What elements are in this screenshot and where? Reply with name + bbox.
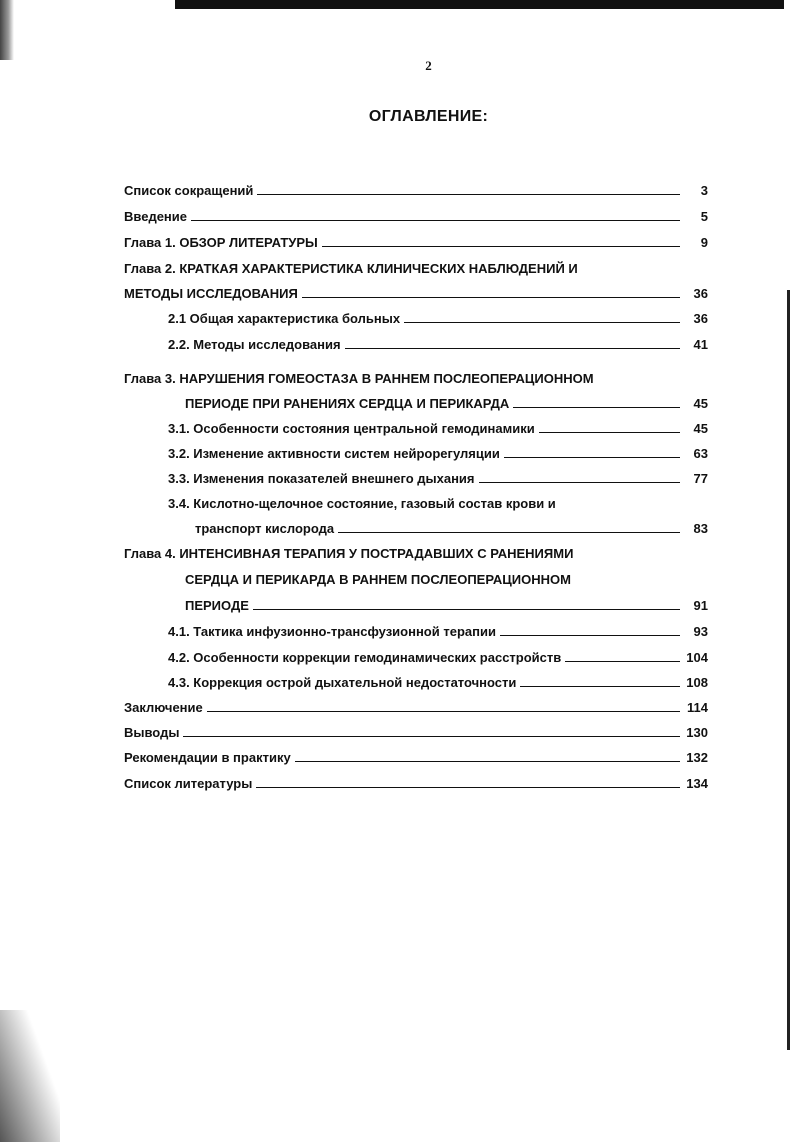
page-title: ОГЛАВЛЕНИЕ: — [368, 108, 489, 125]
toc-page-number: 77 — [693, 471, 708, 486]
toc-entry-section-3-4-line1: 3.4. Кислотно-щелочное состояние, газовый состав крови и — [168, 496, 556, 511]
toc-entry-references — [124, 769, 708, 791]
toc-entry-chapter-1 — [124, 228, 708, 250]
toc-entry-label: 2.2. Методы исследования — [168, 337, 341, 352]
toc-page-number: 45 — [693, 396, 708, 411]
toc-entry-section-4-1 — [168, 617, 708, 639]
toc-entry-label: Глава 1. ОБЗОР ЛИТЕРАТУРЫ — [124, 235, 318, 250]
toc-entry-label: Рекомендации в практику — [124, 750, 291, 765]
toc-entry-label: Заключение — [124, 700, 203, 715]
toc-entry-section-3-3 — [168, 464, 708, 486]
toc-page-number: 63 — [693, 446, 708, 461]
toc-entry-label: МЕТОДЫ ИССЛЕДОВАНИЯ — [124, 286, 298, 301]
toc-page-number: 108 — [686, 675, 708, 690]
toc-page-number: 134 — [686, 776, 708, 791]
dotted-leader — [302, 297, 680, 298]
toc-entry-label: ПЕРИОДЕ ПРИ РАНЕНИЯХ СЕРДЦА И ПЕРИКАРДА — [185, 396, 510, 411]
dotted-leader — [500, 635, 680, 636]
dotted-leader — [338, 532, 680, 533]
dotted-leader — [513, 407, 680, 408]
toc-page-number: 36 — [693, 311, 708, 326]
toc-page-number: 104 — [686, 650, 708, 665]
toc-entry-label: Введение — [124, 209, 187, 224]
toc-entry-label: 3.2. Изменение активности систем нейрорегуляции — [168, 446, 500, 461]
scan-edge-left-bottom — [0, 1010, 60, 1142]
dotted-leader — [207, 711, 680, 712]
toc-entry-label: 3.1. Особенности состояния центральной гемодинамики — [168, 421, 535, 436]
toc-page-number: 9 — [700, 235, 708, 250]
dotted-leader — [256, 787, 680, 788]
scan-edge-right-line — [787, 290, 790, 1050]
toc-entry-section-3-1 — [168, 414, 708, 436]
toc-entry-section-2-2 — [168, 330, 708, 352]
toc-entry-label: 4.1. Тактика инфузионно-трансфузионной терапии — [168, 624, 496, 639]
toc-entry-chapter-2-line1: Глава 2. КРАТКАЯ ХАРАКТЕРИСТИКА КЛИНИЧЕСКИХ НАБЛЮДЕНИЙ И — [124, 261, 578, 276]
toc-page-number: 5 — [700, 209, 708, 224]
toc-entry-label: 4.3. Коррекция острой дыхательной недостаточности — [168, 675, 517, 690]
dotted-leader — [295, 761, 680, 762]
toc-entry-section-3-2 — [168, 439, 708, 461]
dotted-leader — [191, 220, 680, 221]
toc-entry-conclusion — [124, 693, 708, 715]
dotted-leader — [520, 686, 680, 687]
toc-entry-findings — [124, 718, 708, 740]
dotted-leader — [539, 432, 680, 433]
toc-page-number: 130 — [686, 725, 708, 740]
toc-entry-label: 3.3. Изменения показателей внешнего дыхания — [168, 471, 475, 486]
toc-entry-chapter-2 — [124, 279, 708, 301]
scan-edge-left-top — [0, 0, 14, 60]
dotted-leader — [322, 246, 680, 247]
toc-page-number: 93 — [693, 624, 708, 639]
toc-entry-label: ПЕРИОДЕ — [185, 598, 249, 613]
toc-entry-chapter-4 — [185, 591, 708, 613]
toc-page-number: 83 — [693, 521, 708, 536]
dotted-leader — [345, 348, 680, 349]
toc-page-number: 114 — [687, 700, 708, 715]
toc-page-number: 41 — [693, 337, 708, 352]
dotted-leader — [253, 609, 680, 610]
dotted-leader — [504, 457, 680, 458]
toc-entry-chapter-3-line1: Глава 3. НАРУШЕНИЯ ГОМЕОСТАЗА В РАННЕМ ПОСЛЕОПЕРАЦИОННОМ — [124, 371, 594, 386]
toc-entry-section-3-4 — [195, 514, 708, 536]
dotted-leader — [183, 736, 680, 737]
page-number: 2 — [425, 58, 432, 73]
toc-entry-label: Список сокращений — [124, 183, 254, 198]
dotted-leader — [565, 661, 680, 662]
scan-edge-right — [784, 0, 797, 1142]
toc-entry-chapter-3 — [185, 389, 708, 411]
toc-page-number: 3 — [700, 183, 708, 198]
toc-entry-label: 2.1 Общая характеристика больных — [168, 311, 401, 326]
dotted-leader — [479, 482, 680, 483]
toc-entry-label: Список литературы — [124, 776, 253, 791]
toc-entry-recommendations — [124, 743, 708, 765]
dotted-leader — [257, 194, 680, 195]
toc-entry-abbreviations — [124, 176, 708, 198]
toc-entry-label: Выводы — [124, 725, 180, 740]
toc-page-number: 45 — [693, 421, 708, 436]
toc-page-number: 91 — [693, 598, 708, 613]
dotted-leader — [404, 322, 680, 323]
toc-entry-chapter-4-line2: СЕРДЦА И ПЕРИКАРДА В РАННЕМ ПОСЛЕОПЕРАЦИОННОМ — [185, 572, 571, 587]
scan-edge-top — [175, 0, 785, 9]
toc-entry-section-2-1 — [168, 304, 708, 326]
toc-entry-label: транспорт кислорода — [195, 521, 335, 536]
toc-page-number: 36 — [693, 286, 708, 301]
toc-entry-label: 4.2. Особенности коррекции гемодинамических расстройств — [168, 650, 562, 665]
toc-entry-intro — [124, 202, 708, 224]
toc-page-number: 132 — [686, 750, 708, 765]
toc-entry-section-4-2 — [168, 643, 708, 665]
toc-entry-chapter-4-line1: Глава 4. ИНТЕНСИВНАЯ ТЕРАПИЯ У ПОСТРАДАВШИХ С РАНЕНИЯМИ — [124, 546, 574, 561]
toc-entry-section-4-3 — [168, 668, 708, 690]
